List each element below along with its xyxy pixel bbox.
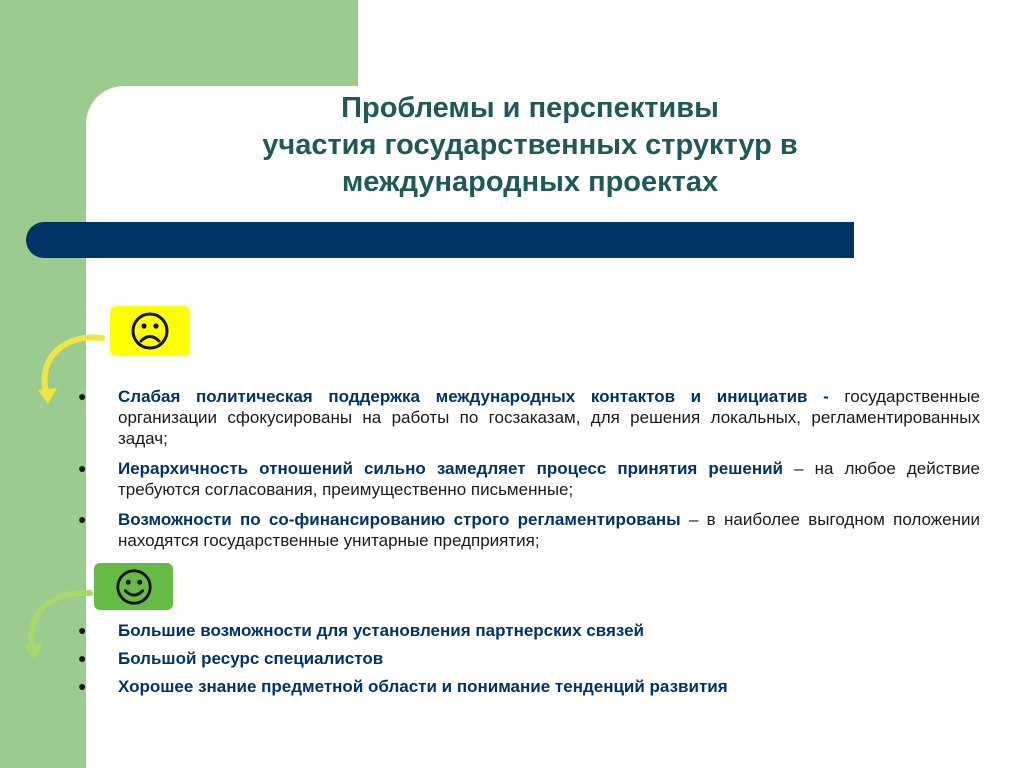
problem-heading: Иерархичность отношений сильно замедляет процесс принятия решений (118, 459, 784, 478)
strength-text: Большие возможности для установления партнерских связей (118, 621, 644, 640)
problem-detail: – на любое действие требуются согласования, преимущественно письменные; (118, 459, 980, 499)
strength-text: Большой ресурс специалистов (118, 649, 384, 668)
bullet-icon: ● (78, 511, 87, 527)
title-line-1: Проблемы и перспективы (341, 92, 719, 124)
list-item (78, 386, 980, 449)
problems-list (78, 386, 980, 560)
bullet-icon: ● (78, 460, 87, 476)
bullet-icon: ● (78, 622, 87, 638)
list-item (78, 620, 980, 641)
slide-title (130, 90, 930, 201)
list-item (78, 648, 980, 669)
title-line-3: международных проектах (341, 166, 719, 198)
bullet-icon: ● (78, 678, 87, 694)
problem-heading: Возможности по со-финансированию строго регламентированы (118, 510, 681, 529)
problem-heading: Слабая политическая поддержка международных контактов и инициатив - (118, 387, 829, 406)
bullet-icon: ● (78, 388, 87, 404)
list-item (78, 676, 980, 697)
strengths-list (78, 620, 980, 704)
sad-face-icon (129, 310, 171, 352)
bullet-icon: ● (78, 650, 87, 666)
strength-text: Хорошее знание предметной области и понимание тенденций развития (118, 677, 728, 696)
happy-face-icon (114, 567, 154, 607)
title-divider-bar (26, 222, 854, 258)
title-line-2: участия государственных структур в (262, 129, 798, 161)
list-item (78, 458, 980, 500)
problem-detail: государственные организации сфокусированы на работы по госзаказам, для решения локальных, регламентированных задач; (118, 387, 980, 448)
happy-face-badge (94, 563, 173, 610)
sad-face-badge (110, 306, 190, 356)
problem-detail: – в наиболее выгодном положении находятся государственные унитарные предприятия; (118, 510, 980, 550)
list-item (78, 509, 980, 551)
